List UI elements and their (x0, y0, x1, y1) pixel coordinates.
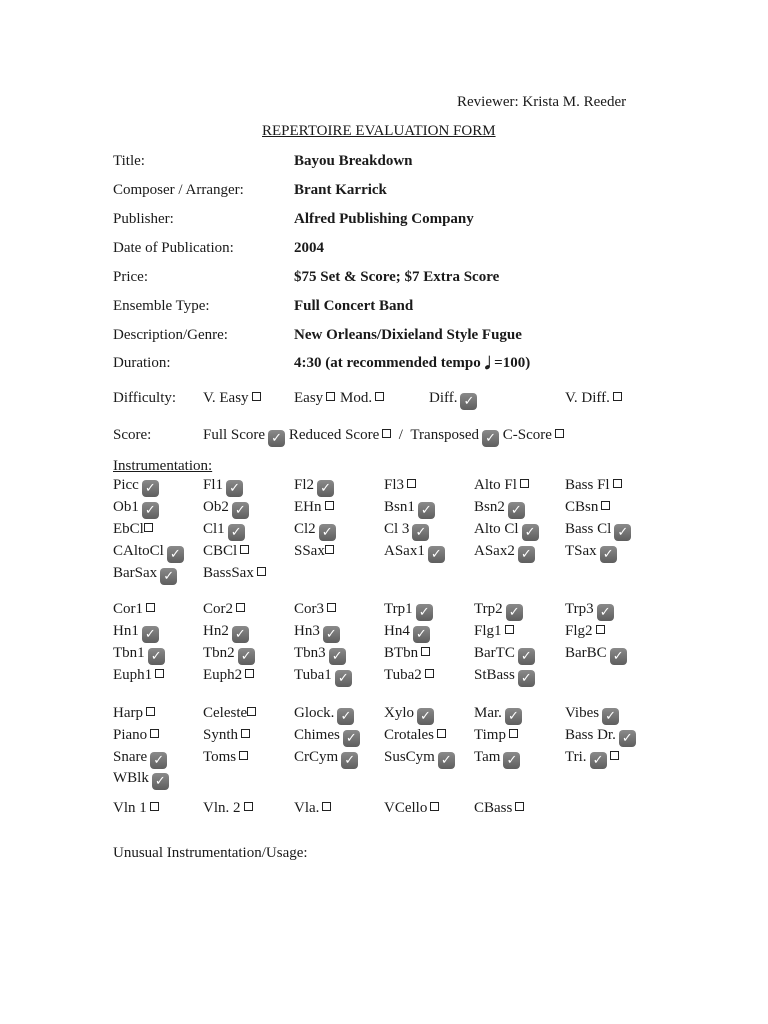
field-label-description-genre: Description/Genre: (113, 327, 228, 343)
duration-prefix: 4:30 (at recommended tempo (294, 355, 481, 371)
checkmark-icon[interactable]: ✓ (614, 524, 631, 541)
instrument-suscym[interactable] (384, 748, 455, 769)
instrument-label: Crotales (384, 727, 434, 743)
field-label-duration: Duration: (113, 355, 171, 371)
empty-checkbox-icon[interactable] (241, 729, 250, 738)
difficulty-option-label: Diff. (429, 390, 458, 406)
instrument-celeste[interactable] (203, 704, 256, 722)
instrument-label: Trp2 (474, 601, 503, 617)
instrument-cor1[interactable] (113, 600, 155, 618)
instrument-label: Glock. (294, 705, 335, 721)
empty-checkbox-icon[interactable] (382, 429, 391, 438)
instrument-tuba1[interactable] (294, 666, 352, 687)
instrument-label: CAltoCl (113, 543, 164, 559)
instrument-label: Picc (113, 477, 139, 493)
instrument-label: Tuba1 (294, 667, 332, 683)
empty-checkbox-icon[interactable] (245, 669, 254, 678)
instrument-label: Snare (113, 749, 148, 765)
empty-checkbox-icon[interactable] (596, 625, 605, 634)
checkmark-icon[interactable]: ✓ (337, 708, 354, 725)
checkmark-icon[interactable]: ✓ (148, 648, 165, 665)
duration-suffix: =100) (494, 355, 531, 371)
instrument-vla[interactable] (294, 799, 331, 817)
score-option-label: C-Score (502, 427, 552, 443)
empty-checkbox-icon[interactable] (146, 707, 155, 716)
instrument-flg1[interactable] (474, 622, 514, 640)
instrument-label: Bsn2 (474, 499, 505, 515)
difficulty-option-diff[interactable] (429, 389, 477, 410)
empty-checkbox-icon[interactable] (610, 751, 619, 760)
instrument-label: SusCym (384, 749, 435, 765)
difficulty-option-label: V. Easy (203, 390, 249, 406)
instrument-label: Tbn1 (113, 645, 145, 661)
instrument-ob1[interactable] (113, 498, 159, 519)
checkmark-icon[interactable]: ✓ (142, 626, 159, 643)
empty-checkbox-icon[interactable] (144, 523, 153, 532)
instrument-cl1[interactable] (203, 520, 245, 541)
empty-checkbox-icon[interactable] (375, 392, 384, 401)
instrument-label: Ob1 (113, 499, 139, 515)
instrument-label: Cl1 (203, 521, 225, 537)
instrument-bass-fl[interactable] (565, 476, 622, 494)
empty-checkbox-icon[interactable] (150, 729, 159, 738)
instrument-label: BTbn (384, 645, 419, 661)
instrument-ob2[interactable] (203, 498, 249, 519)
score-option-label: Full Score (203, 427, 266, 443)
instrumentation-heading: Instrumentation: (113, 458, 213, 474)
instrument-caltocl[interactable] (113, 542, 184, 563)
instrument-label: Bass Fl (565, 477, 610, 493)
instrument-basssax[interactable] (203, 564, 266, 582)
instrument-label: BassSax (203, 565, 254, 581)
instrument-label: EHn (294, 499, 322, 515)
empty-checkbox-icon[interactable] (325, 545, 334, 554)
empty-checkbox-icon[interactable] (515, 802, 524, 811)
instrument-label: Mar. (474, 705, 502, 721)
empty-checkbox-icon[interactable] (520, 479, 529, 488)
instrument-label: Xylo (384, 705, 414, 721)
checkmark-icon[interactable]: ✓ (416, 604, 433, 621)
field-label-price: Price: (113, 269, 148, 285)
difficulty-option-mod[interactable] (340, 389, 384, 407)
difficulty-option-label: Mod. (340, 390, 373, 406)
score-option-full-score[interactable] (203, 427, 285, 446)
instrument-stbass[interactable] (474, 666, 535, 687)
field-value-price: $75 Set & Score; $7 Extra Score (294, 269, 500, 285)
instrument-label: Cor3 (294, 601, 324, 617)
checkmark-icon[interactable]: ✓ (597, 604, 614, 621)
score-option-label: Reduced Score (288, 427, 380, 443)
instrument-label: Alto Cl (474, 521, 519, 537)
instrument-cl-3[interactable] (384, 520, 429, 541)
instrument-glock[interactable] (294, 704, 354, 725)
checkmark-icon[interactable]: ✓ (508, 502, 525, 519)
checkmark-icon[interactable]: ✓ (232, 502, 249, 519)
checkmark-icon[interactable]: ✓ (518, 670, 535, 687)
unusual-instrumentation-label: Unusual Instrumentation/Usage: (113, 845, 308, 861)
instrument-label: BarTC (474, 645, 515, 661)
instrument-label: Hn2 (203, 623, 229, 639)
empty-checkbox-icon[interactable] (326, 392, 335, 401)
instrument-label: Fl2 (294, 477, 315, 493)
field-value-duration (294, 354, 530, 373)
empty-checkbox-icon[interactable] (425, 669, 434, 678)
instrument-harp[interactable] (113, 704, 155, 722)
empty-checkbox-icon[interactable] (430, 802, 439, 811)
instrument-label: Tuba2 (384, 667, 422, 683)
checkmark-icon[interactable]: ✓ (142, 502, 159, 519)
instrument-tri[interactable] (565, 748, 619, 769)
difficulty-option-easy[interactable] (294, 389, 335, 407)
instrument-label: Piano (113, 727, 148, 743)
instrument-label: Synth (203, 727, 239, 743)
score-option-c-score[interactable] (503, 427, 564, 443)
half-note-icon: 𝅗𝅥 (484, 354, 491, 374)
checkmark-icon[interactable]: ✓ (522, 524, 539, 541)
checkmark-icon[interactable]: ✓ (323, 626, 340, 643)
empty-checkbox-icon[interactable] (257, 567, 266, 576)
instrument-fl3[interactable] (384, 476, 416, 494)
checkmark-icon[interactable]: ✓ (329, 648, 346, 665)
instrument-label: CrCym (294, 749, 339, 765)
instrument-label: BarSax (113, 565, 158, 581)
checkmark-icon[interactable]: ✓ (152, 773, 169, 790)
instrument-vibes[interactable] (565, 704, 619, 725)
instrument-euph2[interactable] (203, 666, 254, 684)
field-value-composer-arranger: Brant Karrick (294, 182, 387, 198)
instrument-label: Bass Cl (565, 521, 612, 537)
checkmark-icon[interactable]: ✓ (438, 752, 455, 769)
checkmark-icon[interactable]: ✓ (518, 648, 535, 665)
instrument-label: Bsn1 (384, 499, 415, 515)
instrument-label: Vln 1 (113, 800, 147, 816)
instrument-trp3[interactable] (565, 600, 614, 621)
empty-checkbox-icon[interactable] (155, 669, 164, 678)
instrument-vln-2[interactable] (203, 799, 253, 817)
instrument-label: WBlk (113, 770, 149, 786)
instrument-flg2[interactable] (565, 622, 605, 640)
instrument-barsax[interactable] (113, 564, 177, 585)
instrument-label: Vibes (565, 705, 600, 721)
empty-checkbox-icon[interactable] (613, 392, 622, 401)
instrument-asax1[interactable] (384, 542, 445, 563)
field-label-composer-arranger: Composer / Arranger: (113, 182, 244, 198)
instrument-label: Hn1 (113, 623, 139, 639)
checkmark-icon[interactable]: ✓ (335, 670, 352, 687)
score-separator: / (398, 427, 403, 443)
checkmark-icon[interactable]: ✓ (343, 730, 360, 747)
field-label-publisher: Publisher: (113, 211, 174, 227)
checkmark-icon[interactable]: ✓ (412, 524, 429, 541)
instrument-cor3[interactable] (294, 600, 336, 618)
instrument-alto-cl[interactable] (474, 520, 539, 541)
score-option-reduced-score[interactable] (289, 427, 391, 443)
reviewer-name: Reviewer: Krista M. Reeder (457, 94, 627, 110)
instrument-label: CBCl (203, 543, 238, 559)
empty-checkbox-icon[interactable] (325, 501, 334, 510)
empty-checkbox-icon[interactable] (613, 479, 622, 488)
checkmark-icon[interactable]: ✓ (319, 524, 336, 541)
instrument-ehn[interactable] (294, 498, 334, 516)
checkmark-icon[interactable]: ✓ (590, 752, 607, 769)
checkmark-icon[interactable]: ✓ (232, 626, 249, 643)
empty-checkbox-icon[interactable] (236, 603, 245, 612)
empty-checkbox-icon[interactable] (322, 802, 331, 811)
checkmark-icon[interactable]: ✓ (418, 502, 435, 519)
instrument-ebcl[interactable] (113, 520, 153, 538)
instrument-label: Trp1 (384, 601, 413, 617)
empty-checkbox-icon[interactable] (601, 501, 610, 510)
instrument-hn3[interactable] (294, 622, 340, 643)
checkmark-icon[interactable]: ✓ (142, 480, 159, 497)
checkmark-icon[interactable]: ✓ (505, 708, 522, 725)
field-value-title: Bayou Breakdown (294, 153, 413, 169)
empty-checkbox-icon[interactable] (421, 647, 430, 656)
score-option-transposed[interactable] (410, 427, 499, 446)
form-title: REPERTOIRE EVALUATION FORM (262, 123, 496, 139)
instrument-tuba2[interactable] (384, 666, 434, 684)
instrument-crotales[interactable] (384, 726, 446, 744)
instrument-vcello[interactable] (384, 799, 439, 817)
empty-checkbox-icon[interactable] (407, 479, 416, 488)
instrument-fl2[interactable] (294, 476, 334, 497)
difficulty-option-v-diff[interactable] (565, 389, 622, 407)
instrument-label: Alto Fl (474, 477, 517, 493)
instrument-label: Hn4 (384, 623, 410, 639)
instrument-tbn1[interactable] (113, 644, 165, 665)
instrument-label: Cl 3 (384, 521, 410, 537)
instrument-bass-cl[interactable] (565, 520, 631, 541)
instrument-label: Cor2 (203, 601, 233, 617)
instrument-label: Tam (474, 749, 501, 765)
empty-checkbox-icon[interactable] (252, 392, 261, 401)
difficulty-label: Difficulty: (113, 390, 177, 406)
checkmark-icon[interactable]: ✓ (482, 430, 499, 447)
checkmark-icon[interactable]: ✓ (317, 480, 334, 497)
instrument-picc[interactable] (113, 476, 159, 497)
field-label-date-of-publication: Date of Publication: (113, 240, 234, 256)
instrument-label: Bass Dr. (565, 727, 616, 743)
instrument-label: Flg2 (565, 623, 593, 639)
instrument-bsn2[interactable] (474, 498, 525, 519)
checkmark-icon[interactable]: ✓ (226, 480, 243, 497)
checkmark-icon[interactable]: ✓ (460, 393, 477, 410)
field-label-ensemble-type: Ensemble Type: (113, 298, 210, 314)
difficulty-option-v-easy[interactable] (203, 389, 261, 407)
instrument-label: Flg1 (474, 623, 502, 639)
instrument-label: Tbn3 (294, 645, 326, 661)
instrument-chimes[interactable] (294, 726, 360, 747)
instrument-cor2[interactable] (203, 600, 245, 618)
empty-checkbox-icon[interactable] (244, 802, 253, 811)
instrument-fl1[interactable] (203, 476, 243, 497)
empty-checkbox-icon[interactable] (555, 429, 564, 438)
instrument-alto-fl[interactable] (474, 476, 529, 494)
instrument-label: ASax2 (474, 543, 515, 559)
instrument-xylo[interactable] (384, 704, 434, 725)
instrument-label: Celeste (203, 705, 248, 721)
difficulty-option-label: V. Diff. (565, 390, 610, 406)
checkmark-icon[interactable]: ✓ (341, 752, 358, 769)
instrument-snare[interactable] (113, 748, 167, 769)
empty-checkbox-icon[interactable] (509, 729, 518, 738)
checkmark-icon[interactable]: ✓ (160, 568, 177, 585)
instrument-tam[interactable] (474, 748, 520, 769)
instrument-hn2[interactable] (203, 622, 249, 643)
score-option-label: Transposed (410, 427, 480, 443)
checkmark-icon[interactable]: ✓ (619, 730, 636, 747)
instrument-btbn[interactable] (384, 644, 430, 662)
instrument-label: Cor1 (113, 601, 143, 617)
instrument-label: BarBC (565, 645, 607, 661)
instrument-tbn3[interactable] (294, 644, 346, 665)
empty-checkbox-icon[interactable] (505, 625, 514, 634)
instrument-label: VCello (384, 800, 428, 816)
instrument-trp2[interactable] (474, 600, 523, 621)
field-value-publisher: Alfred Publishing Company (294, 211, 474, 227)
empty-checkbox-icon[interactable] (247, 707, 256, 716)
instrument-label: Harp (113, 705, 143, 721)
field-label-title: Title: (113, 153, 145, 169)
checkmark-icon[interactable]: ✓ (503, 752, 520, 769)
instrument-cbcl[interactable] (203, 542, 249, 560)
checkmark-icon[interactable]: ✓ (600, 546, 617, 563)
field-value-date-of-publication: 2004 (294, 240, 324, 256)
instrument-mar[interactable] (474, 704, 522, 725)
instrument-bsn1[interactable] (384, 498, 435, 519)
instrument-label: Timp (474, 727, 506, 743)
instrument-label: Tri. (565, 749, 587, 765)
checkmark-icon[interactable]: ✓ (238, 648, 255, 665)
checkmark-icon[interactable]: ✓ (268, 430, 285, 447)
checkmark-icon[interactable]: ✓ (602, 708, 619, 725)
difficulty-option-label: Easy (294, 390, 324, 406)
instrument-label: Fl1 (203, 477, 224, 493)
instrument-label: Euph1 (113, 667, 153, 683)
field-value-description-genre: New Orleans/Dixieland Style Fugue (294, 327, 522, 343)
instrument-cbass[interactable] (474, 799, 524, 817)
checkmark-icon[interactable]: ✓ (610, 648, 627, 665)
instrument-toms[interactable] (203, 748, 248, 766)
checkmark-icon[interactable]: ✓ (167, 546, 184, 563)
instrument-label: EbCl (113, 521, 144, 537)
instrument-bass-dr[interactable] (565, 726, 636, 747)
instrument-bartc[interactable] (474, 644, 535, 665)
instrument-trp1[interactable] (384, 600, 433, 621)
instrument-synth[interactable] (203, 726, 250, 744)
instrument-label: Vla. (294, 800, 320, 816)
instrument-label: Cl2 (294, 521, 316, 537)
instrument-vln-1[interactable] (113, 799, 159, 817)
empty-checkbox-icon[interactable] (239, 751, 248, 760)
instrument-wblk[interactable] (113, 769, 169, 790)
instrument-piano[interactable] (113, 726, 159, 744)
instrument-asax2[interactable] (474, 542, 535, 563)
instrument-label: CBsn (565, 499, 599, 515)
checkmark-icon[interactable]: ✓ (506, 604, 523, 621)
instrument-euph1[interactable] (113, 666, 164, 684)
empty-checkbox-icon[interactable] (146, 603, 155, 612)
instrument-label: Chimes (294, 727, 340, 743)
empty-checkbox-icon[interactable] (437, 729, 446, 738)
instrument-label: Fl3 (384, 477, 405, 493)
checkmark-icon[interactable]: ✓ (417, 708, 434, 725)
instrument-crcym[interactable] (294, 748, 358, 769)
instrument-label: Hn3 (294, 623, 320, 639)
instrument-cbsn[interactable] (565, 498, 610, 516)
instrument-label: CBass (474, 800, 513, 816)
empty-checkbox-icon[interactable] (150, 802, 159, 811)
checkmark-icon[interactable]: ✓ (228, 524, 245, 541)
instrument-label: Euph2 (203, 667, 243, 683)
instrument-label: Vln. 2 (203, 800, 241, 816)
instrument-label: Toms (203, 749, 237, 765)
instrument-tsax[interactable] (565, 542, 617, 563)
instrument-label: ASax1 (384, 543, 425, 559)
instrument-timp[interactable] (474, 726, 518, 744)
checkmark-icon[interactable]: ✓ (428, 546, 445, 563)
checkmark-icon[interactable]: ✓ (518, 546, 535, 563)
checkmark-icon[interactable]: ✓ (150, 752, 167, 769)
instrument-hn4[interactable] (384, 622, 430, 643)
instrument-label: Tbn2 (203, 645, 235, 661)
empty-checkbox-icon[interactable] (327, 603, 336, 612)
instrument-label: StBass (474, 667, 515, 683)
instrument-label: Trp3 (565, 601, 594, 617)
score-options (203, 426, 564, 447)
instrument-label: TSax (565, 543, 597, 559)
instrument-cl2[interactable] (294, 520, 336, 541)
instrument-hn1[interactable] (113, 622, 159, 643)
instrument-ssax[interactable] (294, 542, 334, 560)
empty-checkbox-icon[interactable] (240, 545, 249, 554)
instrument-label: SSax (294, 543, 325, 559)
instrument-label: Ob2 (203, 499, 229, 515)
score-label: Score: (113, 427, 152, 443)
field-value-ensemble-type: Full Concert Band (294, 298, 414, 314)
instrument-tbn2[interactable] (203, 644, 255, 665)
instrument-barbc[interactable] (565, 644, 627, 665)
checkmark-icon[interactable]: ✓ (413, 626, 430, 643)
